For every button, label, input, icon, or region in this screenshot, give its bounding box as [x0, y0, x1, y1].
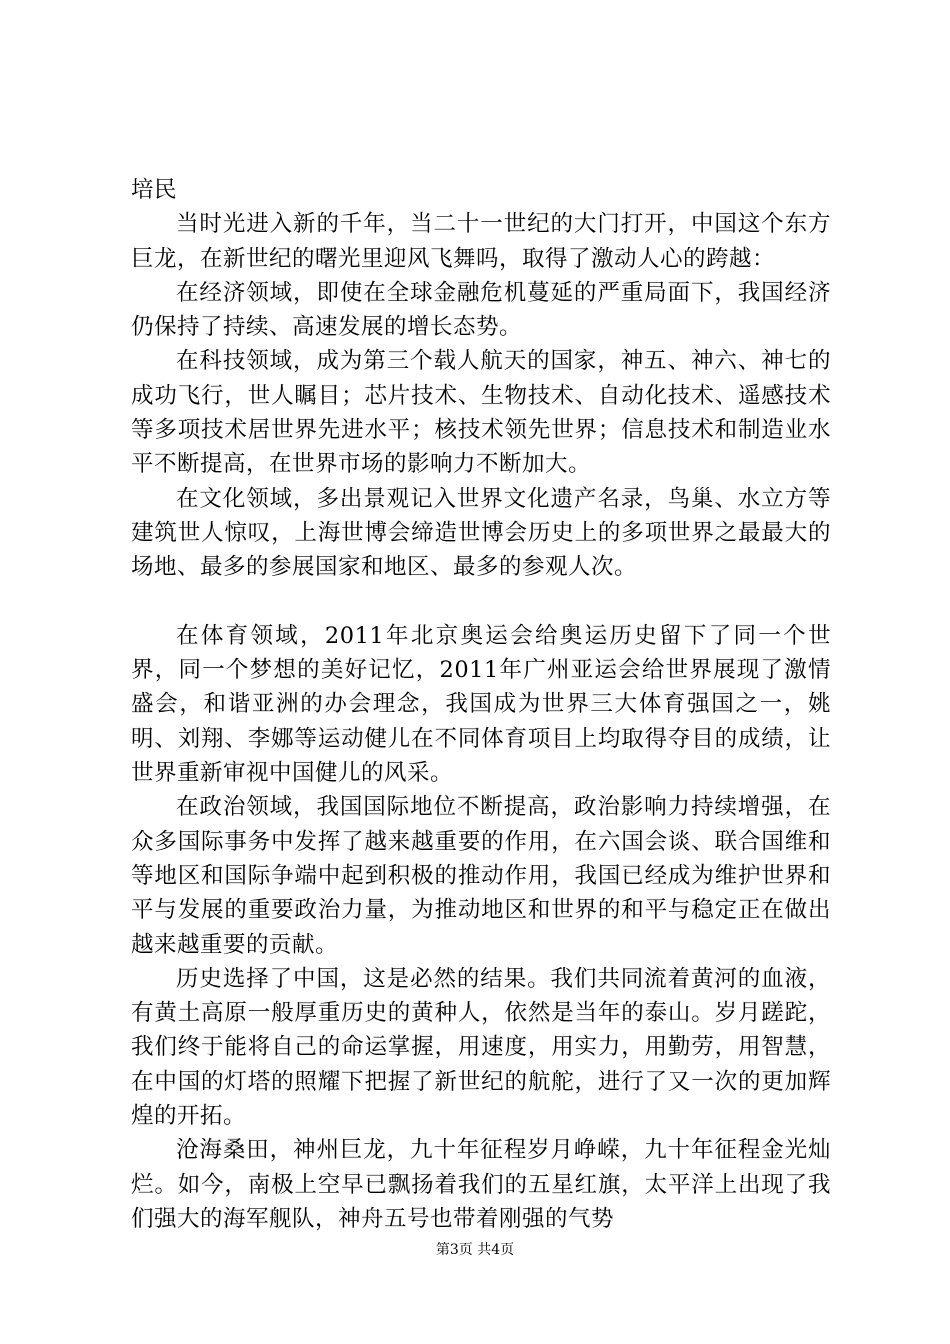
document-body: [131, 173, 831, 1236]
paragraph-economy: 在经济领域，即使在全球金融危机蔓延的严重局面下，我国经济仍保持了持续、高速发展的增长态势。: [131, 279, 831, 341]
paragraph-culture: 在文化领域，多出景观记入世界文化遗产名录，鸟巢、水立方等建筑世人惊叹，上海世博会缔造世博会历史上的多项世界之最最大的场地、最多的参展国家和地区、最多的参观人次。: [131, 485, 831, 581]
document-heading: 培民: [131, 177, 178, 203]
paragraph-gap: [131, 585, 831, 619]
paragraph-sports: 在体育领域，2011年北京奥运会给奥运历史留下了同一个世界，同一个梦想的美好记忆，2011年广州亚运会给世界展现了激情盛会，和谐亚洲的办会理念，我国成为世界三大体育强国之一，姚明、刘翔、李娜等运动健儿在不同体育项目上均取得夺目的成绩，让世界重新审视中国健儿的风采。: [131, 622, 831, 787]
paragraph-politics: 在政治领域，我国国际地位不断提高，政治影响力持续增强，在众多国际事务中发挥了越来越重要的作用，在六国会谈、联合国维和等地区和国际争端中起到积极的推动作用，我国已经成为维护世界和平与发展的重要政治力量，为推动地区和世界的和平与稳定正在做出越来越重要的贡献。: [131, 794, 831, 958]
paragraph-history: 历史选择了中国，这是必然的结果。我们共同流着黄河的血液，有黄土高原一般厚重历史的黄种人，依然是当年的泰山。岁月蹉跎，我们终于能将自己的命运掌握，用速度，用实力，用勤劳，用智慧，在中国的灯塔的照耀下把握了新世纪的航舵，进行了又一次的更加辉煌的开拓。: [131, 965, 831, 1130]
paragraph-conclusion: 沧海桑田，神州巨龙，九十年征程岁月峥嵘，九十年征程金光灿烂。如今，南极上空早已飘扬着我们的五星红旗，太平洋上出现了我们强大的海军舰队，神舟五号也带着刚强的气势: [131, 1137, 831, 1232]
paragraph-technology: 在科技领域，成为第三个载人航天的国家，神五、神六、神七的成功飞行，世人瞩目；芯片技术、生物技术、自动化技术、遥感技术等多项技术居世界先进水平；核技术领先世界；信息技术和制造业水平不断提高，在世界市场的影响力不断加大。: [131, 348, 831, 478]
page-number-footer: 第3页 共4页: [435, 1242, 515, 1258]
paragraph-intro: 当时光进入新的千年，当二十一世纪的大门打开，中国这个东方巨龙，在新世纪的曙光里迎风飞舞吗，取得了激动人心的跨越：: [131, 211, 831, 272]
